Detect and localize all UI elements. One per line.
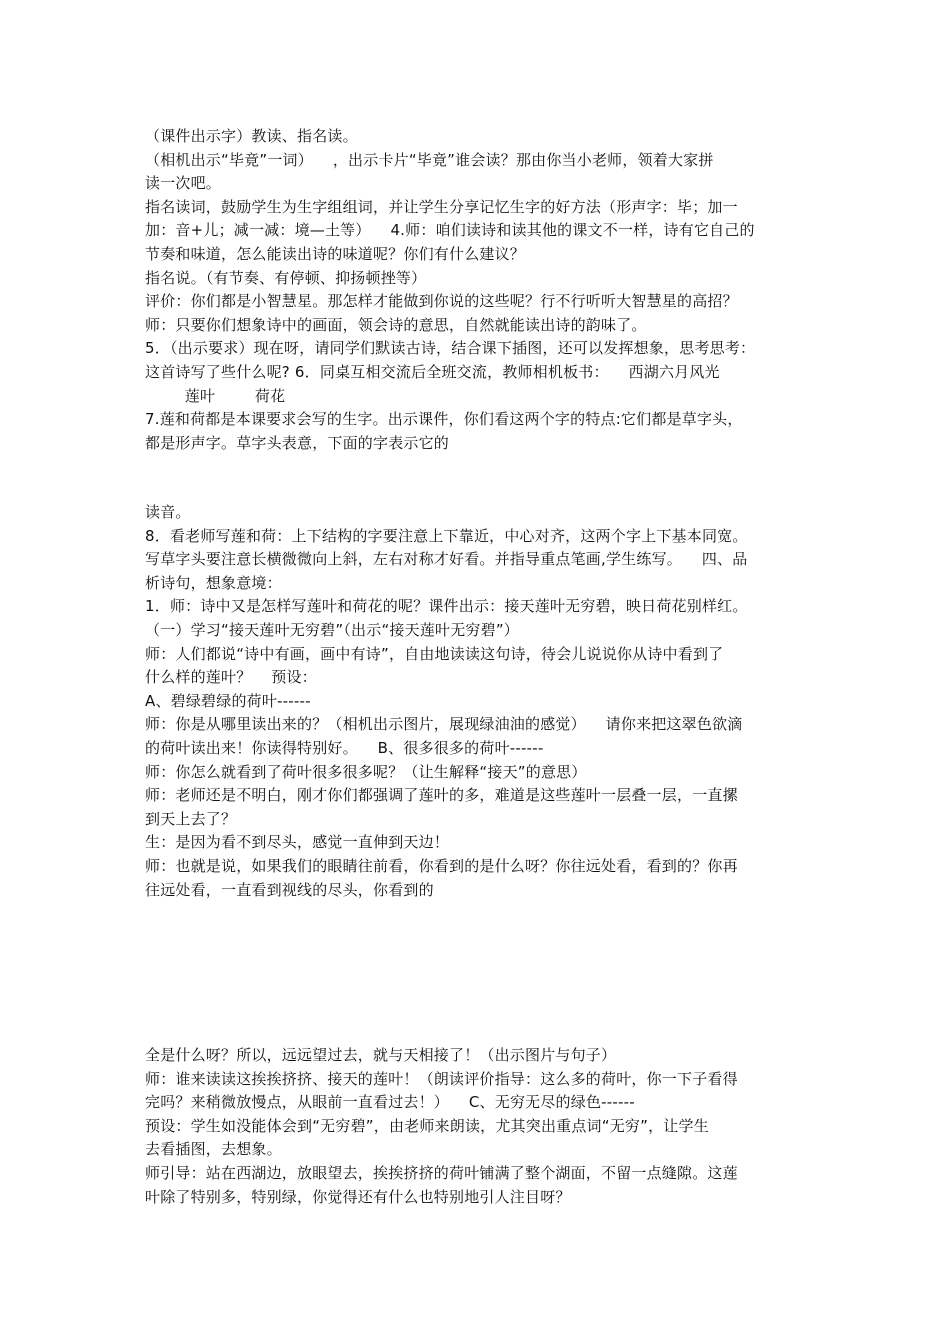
- text-line: 读一次吧。: [145, 174, 222, 193]
- text-line: 师：谁来读读这挨挨挤挤、接天的莲叶！（朗读评价指导：这么多的荷叶，你一下子看得: [145, 1069, 738, 1088]
- text-line: 指名说。（有节奏、有停顿、抑扬顿挫等）: [145, 268, 427, 287]
- text-line: 5．（出示要求）现在呀，请同学们默读古诗，结合课下插图，还可以发挥想象，思考思考：: [145, 339, 756, 358]
- text-line: 析诗句，想象意境：: [145, 573, 282, 592]
- text-line: 7.莲和荷都是本课要求会写的生字。出示课件，你们看这两个字的特点:它们都是草字头，: [145, 410, 743, 429]
- text-line: 完吗？来稍微放慢点，从眼前一直看过去！） C、无穷无尽的绿色------: [145, 1093, 635, 1112]
- text-line: 写草字头要注意长横微微向上斜，左右对称才好看。并指导重点笔画,学生练写。 四、品: [145, 550, 748, 569]
- text-line: 到天上去了？: [145, 809, 237, 828]
- text-line: 的荷叶读出来！你读得特别好。 B、很多很多的荷叶------: [145, 739, 544, 757]
- text-line: 这首诗写了些什么呢? 6．同桌互相交流后全班交流，教师相机板书： 西湖六月风光: [145, 363, 720, 381]
- text-line: 师：老师还是不明白，刚才你们都强调了莲叶的多，难道是这些莲叶一层叠一层，一直摞: [145, 786, 738, 805]
- text-line: 师：人们都说“诗中有画，画中有诗”，自由地读读这句诗，待会儿说说你从诗中看到了: [145, 644, 724, 663]
- text-line: （一）学习“接天莲叶无穷碧”（出示“接天莲叶无穷碧”）: [145, 621, 519, 639]
- text-line: 生：是因为看不到尽头，感觉一直伸到天边！: [145, 833, 450, 852]
- text-line: 全是什么呀？所以，远远望过去，就与天相接了！（出示图片与句子）: [145, 1046, 617, 1064]
- text-line: 去看插图，去想象。: [145, 1140, 282, 1159]
- text-line: （课件出示字）教读、指名读。: [145, 127, 358, 145]
- text-line: 加：音+儿；减一减：境—土等） 4.师：咱们读诗和读其他的课文不一样，诗有它自己的: [145, 221, 755, 240]
- text-line: 什么样的莲叶？ 预设：: [145, 668, 317, 687]
- text-line: 往远处看，一直看到视线的尽头，你看到的: [145, 880, 434, 899]
- text-line: 莲叶 荷花: [145, 386, 286, 405]
- text-line: 读音。: [145, 503, 191, 521]
- text-line: 师引导：站在西湖边，放眼望去，挨挨挤挤的荷叶铺满了整个湖面，不留一点缝隙。这莲: [145, 1164, 738, 1182]
- text-line: 都是形声字。草字头表意，下面的字表示它的: [145, 433, 450, 452]
- text-line: 指名读词，鼓励学生为生字组组词，并让学生分享记忆生字的好方法（形声字：毕；加一: [145, 197, 738, 216]
- text-line: 1．师：诗中又是怎样写莲叶和荷花的呢？课件出示：接天莲叶无穷碧，映日荷花别样红。: [145, 597, 748, 616]
- text-line: 叶除了特别多，特别绿，你觉得还有什么也特别地引人注目呀？: [145, 1187, 571, 1206]
- text-line: 预设：学生如没能体会到“无穷碧”，由老师来朗读，尤其突出重点词“无穷”，让学生: [145, 1116, 709, 1135]
- text-line: 节奏和味道，怎么能读出诗的味道呢？你们有什么建议？: [145, 245, 526, 263]
- text-line: 师：你怎么就看到了荷叶很多很多呢？（让生解释“接天”的意思）: [145, 762, 587, 781]
- text-line: 师：你是从哪里读出来的？（相机出示图片，展现绿油油的感觉） 请你来把这翠色欲滴: [145, 715, 743, 734]
- text-line: 师：也就是说，如果我们的眼睛往前看，你看到的是什么呀？你往远处看，看到的？你再: [145, 857, 738, 875]
- text-line: 8．看老师写莲和荷：上下结构的字要注意上下靠近，中心对齐，这两个字上下基本同宽。: [145, 526, 748, 545]
- text-line: （相机出示“毕竟”一词） ，出示卡片“毕竟”谁会读？那由你当小老师，领着大家拼: [145, 150, 714, 169]
- text-line: 评价：你们都是小智慧星。那怎样才能做到你说的这些呢？行不行听听大智慧星的高招？: [145, 292, 738, 311]
- text-line: 师：只要你们想象诗中的画面，领会诗的意思，自然就能读出诗的韵味了。: [145, 315, 647, 334]
- text-line: A、碧绿碧绿的荷叶------: [145, 691, 311, 710]
